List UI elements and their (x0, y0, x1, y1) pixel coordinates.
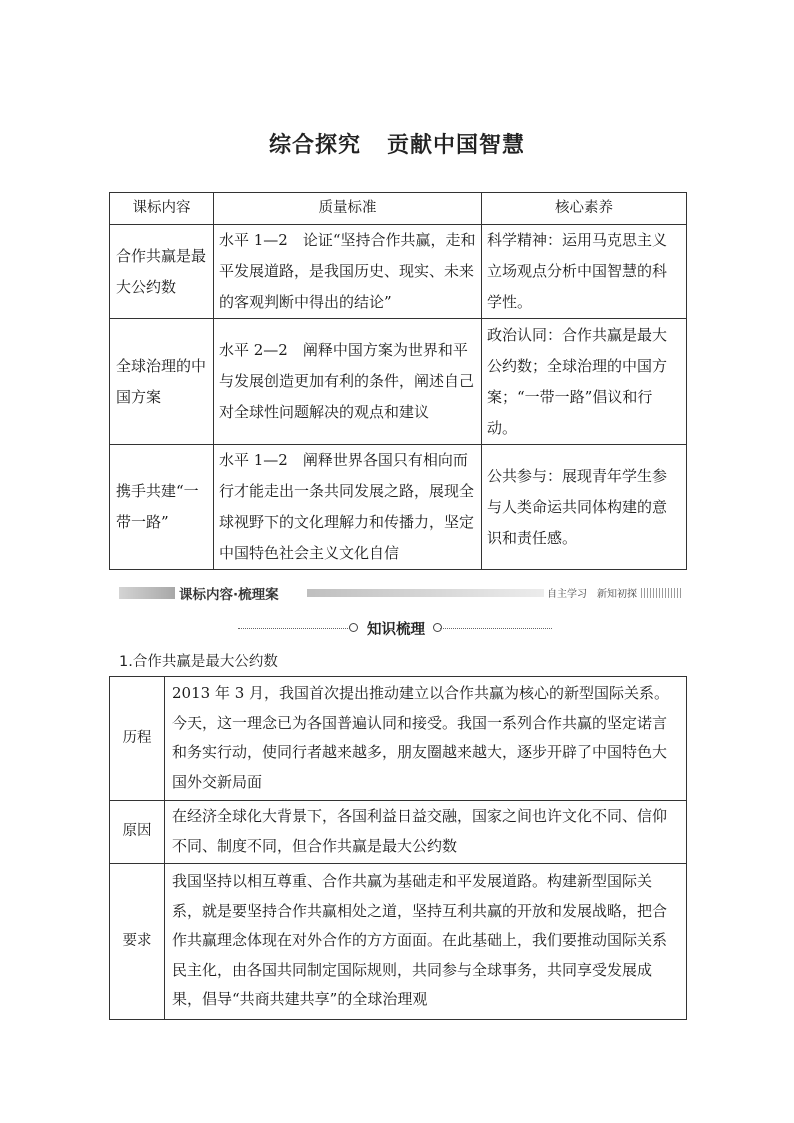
row-quality: 水平 2—2 阐释中国方案为世界和平与发展创造更加有利的条件，阐述自己对全球性问题解决的观点和建议 (214, 319, 482, 445)
row-literacy: 科学精神：运用马克思主义立场观点分析中国智慧的科学性。 (482, 225, 687, 319)
table-row (110, 864, 687, 1020)
row-content: 合作共赢是最大公约数 (110, 225, 214, 319)
banner-subtitle: 自主学习 新知初探 (547, 589, 637, 600)
standards-table (109, 192, 687, 570)
row-literacy: 政治认同：合作共赢是最大公约数；全球治理的中国方案；“一带一路”倡议和行动。 (482, 319, 687, 445)
header-content: 课标内容 (110, 193, 214, 225)
title-part1: 综合探究 (268, 133, 361, 158)
page-title (0, 128, 794, 159)
table-row (110, 225, 687, 319)
row-text: 我国坚持以相互尊重、合作共赢为基础走和平发展道路。构建新型国际关系，就是要坚持合作共赢相处之道，坚持互利共赢的开放和发展战略，把合作共赢理念体现在对外合作的方方面面。在此基础上，我们要推动国际关系民主化，由各国共同制定国际规则，共同参与全球事务，共同享受发展成果，倡导“共商共建共享”的全球治理观 (165, 864, 687, 1020)
table-row (110, 445, 687, 570)
table-row (110, 677, 687, 801)
banner-decoration-left (119, 587, 175, 599)
row-label: 原因 (110, 801, 165, 864)
section-banner (119, 586, 681, 603)
row-content: 携手共建“一带一路” (110, 445, 214, 570)
row-label: 历程 (110, 677, 165, 801)
section-title: 1.合作共赢是最大公约数 (119, 654, 278, 670)
table-header-row (110, 193, 687, 225)
row-quality: 水平 1—2 论证“坚持合作共赢，走和平发展道路，是我国历史、现实、未来的客观判断中得出的结论” (214, 225, 482, 319)
row-literacy: 公共参与：展现青年学生参与人类命运共同体构建的意识和责任感。 (482, 445, 687, 570)
title-part2: 贡献中国智慧 (387, 133, 526, 158)
row-text: 在经济全球化大背景下，各国利益日益交融，国家之间也许文化不同、信仰不同、制度不同，但合作共赢是最大公约数 (165, 801, 687, 864)
row-label: 要求 (110, 864, 165, 1020)
table-row (110, 319, 687, 445)
circle-bullet-icon (349, 623, 358, 632)
banner-stripes-decoration (641, 588, 681, 598)
banner-title: 课标内容·梳理案 (179, 587, 279, 603)
header-literacy: 核心素养 (482, 193, 687, 225)
knowledge-table (109, 676, 687, 1020)
row-text: 2013 年 3 月，我国首次提出推动建立以合作共赢为核心的新型国际关系。今天，这一理念已为各国普遍认同和接受。我国一系列合作共赢的坚定诺言和务实行动，使同行者越来越多，朋友圈越来越大，逐步开辟了中国特色大国外交新局面 (165, 677, 687, 801)
row-content: 全球治理的中国方案 (110, 319, 214, 445)
knowledge-heading-label: 知识梳理 (367, 622, 425, 638)
banner-decoration-middle (307, 589, 544, 597)
table-row (110, 801, 687, 864)
header-quality: 质量标准 (214, 193, 482, 225)
divider-right (440, 628, 552, 629)
knowledge-heading (0, 618, 794, 638)
row-quality: 水平 1—2 阐释世界各国只有相向而行才能走出一条共同发展之路，展现全球视野下的文化理解力和传播力，坚定中国特色社会主义文化自信 (214, 445, 482, 570)
divider-left (238, 628, 350, 629)
